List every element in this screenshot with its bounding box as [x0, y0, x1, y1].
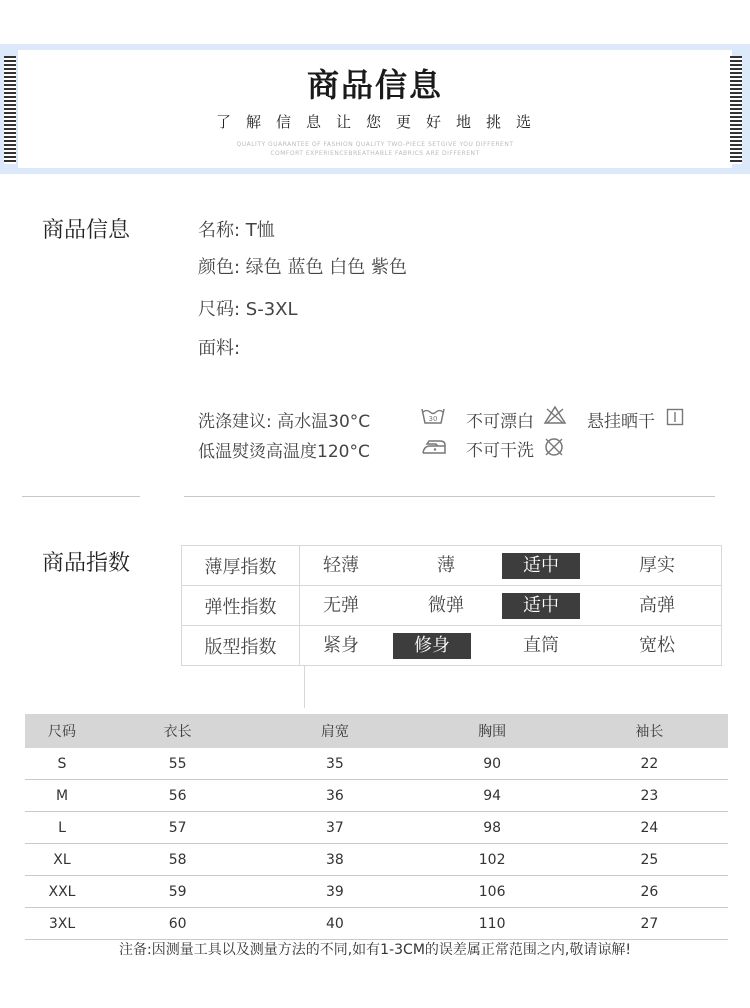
chest-cell: 106	[414, 876, 571, 908]
no-bleach-icon	[543, 405, 567, 429]
size-cell: 3XL	[25, 908, 99, 940]
index-option: 直筒	[523, 635, 559, 656]
table-row	[25, 812, 728, 844]
divider-left	[22, 496, 140, 497]
size-cell: L	[25, 812, 99, 844]
length-cell: 57	[99, 812, 256, 844]
sleeve-cell: 27	[571, 908, 728, 940]
index-section-title: 商品指数	[42, 551, 131, 576]
index-label: 弹性指数	[182, 586, 300, 626]
size-cell: XXL	[25, 876, 99, 908]
index-table	[181, 545, 722, 666]
size-table	[25, 714, 728, 940]
divider-right	[184, 496, 715, 497]
index-label: 版型指数	[182, 626, 300, 666]
chest-cell: 110	[414, 908, 571, 940]
info-section-title: 商品信息	[42, 218, 131, 243]
length-cell: 56	[99, 780, 256, 812]
index-option: 微弹	[428, 595, 464, 616]
index-option: 厚实	[639, 555, 675, 576]
info-name: 名称: T恤	[198, 220, 275, 241]
iron-suggestion: 低温熨烫高温度120°C	[198, 442, 370, 462]
no-dry-clean-icon	[543, 436, 565, 462]
table-row	[25, 908, 728, 940]
sleeve-cell: 22	[571, 748, 728, 780]
sleeve-cell: 23	[571, 780, 728, 812]
sleeve-cell: 24	[571, 812, 728, 844]
chest-cell: 102	[414, 844, 571, 876]
size-cell: XL	[25, 844, 99, 876]
sleeve-cell: 26	[571, 876, 728, 908]
no-bleach-label: 不可漂白	[466, 412, 534, 432]
chest-cell: 94	[414, 780, 571, 812]
hang-dry-icon	[666, 408, 684, 430]
hang-dry-label: 悬挂晒干	[587, 412, 655, 432]
wash-suggestion: 洗涤建议: 高水温30°C	[198, 412, 371, 432]
column-header: 尺码	[25, 714, 99, 748]
chest-cell: 90	[414, 748, 571, 780]
index-options	[300, 586, 722, 626]
shoulder-cell: 36	[256, 780, 413, 812]
no-dry-clean-label: 不可干洗	[466, 441, 534, 461]
shoulder-cell: 40	[256, 908, 413, 940]
size-cell: M	[25, 780, 99, 812]
banner-fine-text-1: QUALITY GUARANTEE OF FASHION QUALITY TWO-PIECE SETGIVE YOU DIFFERENT	[236, 141, 514, 148]
table-row	[25, 876, 728, 908]
index-option: 宽松	[639, 635, 675, 656]
size-table-header	[25, 714, 728, 748]
shoulder-cell: 37	[256, 812, 413, 844]
length-cell: 60	[99, 908, 256, 940]
index-label: 薄厚指数	[182, 546, 300, 586]
column-header: 袖长	[571, 714, 728, 748]
info-fabric: 面料:	[198, 338, 241, 359]
shoulder-cell: 39	[256, 876, 413, 908]
index-option: 无弹	[323, 595, 359, 616]
index-option-selected: 适中	[502, 593, 580, 619]
index-row	[182, 546, 722, 586]
index-option: 轻薄	[323, 555, 359, 576]
size-cell: S	[25, 748, 99, 780]
index-option-selected: 修身	[393, 633, 471, 659]
info-color: 颜色: 绿色 蓝色 白色 紫色	[198, 257, 407, 278]
length-cell: 58	[99, 844, 256, 876]
column-header: 胸围	[414, 714, 571, 748]
index-connector-line	[304, 666, 305, 708]
info-size: 尺码: S-3XL	[198, 299, 298, 320]
length-cell: 55	[99, 748, 256, 780]
column-header: 衣长	[99, 714, 256, 748]
index-row	[182, 626, 722, 666]
index-row	[182, 586, 722, 626]
banner-subtitle: 了解信息让您更好地挑选	[215, 113, 546, 131]
shoulder-cell: 35	[256, 748, 413, 780]
iron-icon	[421, 437, 447, 459]
length-cell: 59	[99, 876, 256, 908]
chest-cell: 98	[414, 812, 571, 844]
measurement-note: 注备:因测量工具以及测量方法的不同,如有1-3CM的误差属正常范围之内,敬请谅解!	[119, 942, 631, 958]
table-row	[25, 748, 728, 780]
sleeve-cell: 25	[571, 844, 728, 876]
table-row	[25, 780, 728, 812]
index-options	[300, 626, 722, 666]
wash-tub-icon	[420, 405, 446, 429]
index-option: 薄	[437, 555, 455, 576]
banner-title: 商品信息	[306, 66, 443, 104]
index-options	[300, 546, 722, 586]
index-option: 紧身	[323, 635, 359, 656]
index-option: 高弹	[639, 595, 675, 616]
index-option-selected: 适中	[502, 553, 580, 579]
banner-fine-text-2: COMFORT EXPERIENCEBREATHABLE FABRICS ARE DIFFERENT	[270, 150, 480, 157]
shoulder-cell: 38	[256, 844, 413, 876]
table-row	[25, 844, 728, 876]
column-header: 肩宽	[256, 714, 413, 748]
svg-text:30: 30	[428, 415, 438, 423]
